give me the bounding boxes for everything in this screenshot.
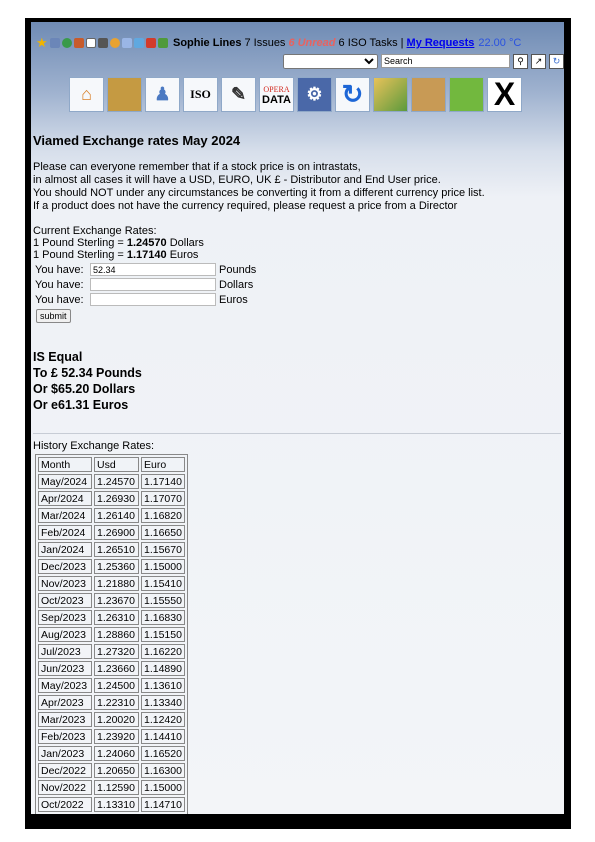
table-cell: 1.15000 bbox=[141, 780, 185, 795]
table-cell: 1.22310 bbox=[94, 695, 139, 710]
iso-icon[interactable]: ISO bbox=[183, 77, 218, 112]
clock-icon[interactable] bbox=[110, 38, 120, 48]
table-row bbox=[38, 763, 185, 778]
notice-line: Please can everyone remember that if a stock price is on intrastats, bbox=[33, 161, 361, 173]
iso-tasks-count[interactable]: 6 ISO Tasks | bbox=[338, 37, 404, 49]
table-cell: Nov/2023 bbox=[38, 576, 92, 591]
table-cell: 1.13610 bbox=[141, 678, 185, 693]
notice-line: If a product does not have the currency required, please request a price from a Director bbox=[33, 200, 458, 212]
table-row bbox=[38, 627, 185, 642]
close-icon[interactable]: X bbox=[487, 77, 522, 112]
table-row bbox=[38, 678, 185, 693]
table-cell: 1.16830 bbox=[141, 610, 185, 625]
conversion-result bbox=[33, 349, 561, 413]
temperature: 22.00 °C bbox=[478, 37, 522, 49]
home-icon[interactable]: ⌂ bbox=[69, 77, 104, 112]
pounds-input[interactable] bbox=[90, 263, 216, 276]
settings-icon[interactable] bbox=[74, 38, 84, 48]
top-bar bbox=[36, 34, 559, 52]
table-cell: 1.26930 bbox=[94, 491, 139, 506]
table-cell: 1.16300 bbox=[141, 763, 185, 778]
search-scope-select[interactable] bbox=[283, 54, 378, 69]
you-have-label: You have: bbox=[35, 278, 84, 291]
globe-icon[interactable] bbox=[62, 38, 72, 48]
table-header-cell: Euro bbox=[141, 457, 185, 472]
table-row bbox=[38, 746, 185, 761]
table-cell: Oct/2022 bbox=[38, 797, 92, 812]
table-row bbox=[38, 525, 185, 540]
table-row bbox=[38, 780, 185, 795]
result-line: To £ 52.34 Pounds bbox=[33, 366, 142, 380]
table-cell: 1.25360 bbox=[94, 559, 139, 574]
table-cell: 1.26310 bbox=[94, 610, 139, 625]
table-cell: Nov/2022 bbox=[38, 780, 92, 795]
table-cell: 1.12590 bbox=[94, 780, 139, 795]
table-cell: Apr/2023 bbox=[38, 695, 92, 710]
quick-icons bbox=[36, 37, 170, 49]
users-icon[interactable] bbox=[122, 38, 132, 48]
star-icon[interactable]: ★ bbox=[36, 35, 48, 50]
search-input[interactable] bbox=[381, 54, 510, 68]
table-cell: 1.16520 bbox=[141, 746, 185, 761]
table-cell: Mar/2023 bbox=[38, 712, 92, 727]
table-cell: 1.15000 bbox=[141, 559, 185, 574]
archive-icon[interactable] bbox=[107, 77, 142, 112]
table-cell: 1.14410 bbox=[141, 729, 185, 744]
euros-unit: Euros bbox=[219, 293, 248, 306]
table-cell: 1.16650 bbox=[141, 525, 185, 540]
pounds-row bbox=[33, 262, 561, 277]
plugin-icon[interactable] bbox=[146, 38, 156, 48]
table-row bbox=[38, 559, 185, 574]
table-cell: Jan/2023 bbox=[38, 746, 92, 761]
table-cell: 1.15150 bbox=[141, 627, 185, 642]
table-cell: 1.23660 bbox=[94, 661, 139, 676]
table-cell: 1.24060 bbox=[94, 746, 139, 761]
refresh-icon[interactable]: ↻ bbox=[335, 77, 370, 112]
table-row bbox=[38, 797, 185, 812]
table-cell: 1.26510 bbox=[94, 542, 139, 557]
eur-rate-suffix: Euros bbox=[166, 249, 199, 261]
dollars-unit: Dollars bbox=[219, 278, 254, 291]
table-header-cell: Usd bbox=[94, 457, 139, 472]
page bbox=[31, 22, 564, 814]
result-line: Or $65.20 Dollars bbox=[33, 382, 136, 396]
you-have-label: You have: bbox=[35, 293, 84, 306]
notice-text bbox=[33, 161, 561, 213]
table-cell: Dec/2023 bbox=[38, 559, 92, 574]
main-toolbar bbox=[69, 77, 525, 112]
table-cell: 1.16220 bbox=[141, 644, 185, 659]
euros-input[interactable] bbox=[90, 293, 216, 306]
table-cell: 1.24570 bbox=[94, 474, 139, 489]
usd-rate-prefix: 1 Pound Sterling = bbox=[33, 237, 127, 249]
opera-data-icon[interactable] bbox=[259, 77, 294, 112]
table-cell: Aug/2023 bbox=[38, 627, 92, 642]
sync-icon[interactable]: ↻ bbox=[549, 54, 564, 69]
book-icon[interactable] bbox=[449, 77, 484, 112]
table-cell: Oct/2023 bbox=[38, 593, 92, 608]
table-cell: Sep/2023 bbox=[38, 610, 92, 625]
table-row bbox=[38, 610, 185, 625]
table-cell: Jul/2023 bbox=[38, 644, 92, 659]
table-cell: May/2024 bbox=[38, 474, 92, 489]
result-line: Or e61.31 Euros bbox=[33, 398, 129, 412]
table-cell: Feb/2024 bbox=[38, 525, 92, 540]
table-row bbox=[38, 576, 185, 591]
people-icon[interactable]: ♟ bbox=[145, 77, 180, 112]
you-have-label: You have: bbox=[35, 263, 84, 276]
table-row bbox=[38, 661, 185, 676]
table-cell: 1.20650 bbox=[94, 763, 139, 778]
notice-line: You should NOT under any circumstances be converting it from a different currency price list. bbox=[33, 187, 485, 199]
usd-rate-suffix: Dollars bbox=[166, 237, 204, 249]
table-row bbox=[38, 542, 185, 557]
gears-icon[interactable]: ⚙ bbox=[297, 77, 332, 112]
table-row bbox=[38, 729, 185, 744]
converter-form bbox=[33, 262, 561, 323]
calendar-icon[interactable] bbox=[86, 38, 96, 48]
eur-rate-value: 1.17140 bbox=[126, 249, 167, 261]
dollars-input[interactable] bbox=[90, 278, 216, 291]
search-icon[interactable]: ⚲ bbox=[513, 54, 528, 69]
table-cell: 1.20020 bbox=[94, 712, 139, 727]
notepad-icon[interactable]: ✎ bbox=[221, 77, 256, 112]
table-cell: Dec/2022 bbox=[38, 763, 92, 778]
person-icon[interactable] bbox=[50, 38, 60, 48]
table-cell: 1.13340 bbox=[141, 695, 185, 710]
usd-rate bbox=[33, 237, 561, 249]
euros-row bbox=[33, 292, 561, 307]
result-line: IS Equal bbox=[33, 350, 83, 364]
current-rates-label: Current Exchange Rates: bbox=[33, 225, 157, 237]
table-row bbox=[38, 593, 185, 608]
current-rates bbox=[33, 225, 561, 261]
unread-count[interactable]: 6 Unread bbox=[288, 37, 336, 49]
table-cell: 1.15410 bbox=[141, 576, 185, 591]
table-cell: 1.14710 bbox=[141, 797, 185, 812]
table-cell: 1.15670 bbox=[141, 542, 185, 557]
table-cell: May/2023 bbox=[38, 678, 92, 693]
external-link-icon[interactable]: ↗ bbox=[531, 54, 546, 69]
report-icon[interactable] bbox=[373, 77, 408, 112]
table-cell: Jun/2023 bbox=[38, 661, 92, 676]
table-cell: Feb/2023 bbox=[38, 729, 92, 744]
window-icon[interactable] bbox=[98, 38, 108, 48]
search-row bbox=[283, 53, 564, 69]
usd-rate-value: 1.24570 bbox=[126, 237, 167, 249]
box-icon[interactable] bbox=[411, 77, 446, 112]
main-content bbox=[33, 130, 561, 814]
table-cell: 1.23670 bbox=[94, 593, 139, 608]
history-title: History Exchange Rates: bbox=[33, 440, 155, 452]
history-table bbox=[35, 454, 188, 814]
eur-rate bbox=[33, 249, 561, 261]
table-cell: 1.28860 bbox=[94, 627, 139, 642]
table-cell: 1.12420 bbox=[141, 712, 185, 727]
table-cell: 1.15550 bbox=[141, 593, 185, 608]
table-row bbox=[38, 712, 185, 727]
table-cell: 1.17140 bbox=[141, 474, 185, 489]
cloud-icon[interactable] bbox=[134, 38, 144, 48]
my-requests-link[interactable]: My Requests bbox=[406, 37, 475, 49]
table-row bbox=[38, 644, 185, 659]
table-cell: 1.23920 bbox=[94, 729, 139, 744]
table-cell: Apr/2024 bbox=[38, 491, 92, 506]
table-cell: 1.17070 bbox=[141, 491, 185, 506]
data-label: DATA bbox=[262, 93, 291, 106]
divider bbox=[33, 433, 561, 434]
table-cell: 1.26900 bbox=[94, 525, 139, 540]
table-cell: 1.24500 bbox=[94, 678, 139, 693]
pounds-unit: Pounds bbox=[219, 263, 257, 276]
table-row bbox=[38, 695, 185, 710]
notice-line: in almost all cases it will have a USD, EURO, UK £ - Distributor and End User price. bbox=[33, 174, 441, 186]
table-cell: 1.13310 bbox=[94, 797, 139, 812]
table-header-row bbox=[38, 457, 185, 472]
eur-rate-prefix: 1 Pound Sterling = bbox=[33, 249, 127, 261]
table-cell: 1.14890 bbox=[141, 661, 185, 676]
opera-label: OPERA bbox=[263, 84, 290, 94]
table-row bbox=[38, 491, 185, 506]
user-name[interactable]: Sophie Lines bbox=[173, 37, 242, 49]
bag-icon[interactable] bbox=[158, 38, 168, 48]
table-cell: 1.27320 bbox=[94, 644, 139, 659]
table-row bbox=[38, 474, 185, 489]
dollars-row bbox=[33, 277, 561, 292]
page-title: Viamed Exchange rates May 2024 bbox=[33, 133, 241, 148]
table-row bbox=[38, 508, 185, 523]
submit-button[interactable]: submit bbox=[36, 309, 71, 323]
table-cell: Mar/2024 bbox=[38, 508, 92, 523]
table-header-cell: Month bbox=[38, 457, 92, 472]
table-cell: 1.26140 bbox=[94, 508, 139, 523]
issues-count[interactable]: 7 Issues bbox=[244, 37, 286, 49]
table-cell: Jan/2024 bbox=[38, 542, 92, 557]
table-cell: 1.21880 bbox=[94, 576, 139, 591]
table-cell: 1.16820 bbox=[141, 508, 185, 523]
